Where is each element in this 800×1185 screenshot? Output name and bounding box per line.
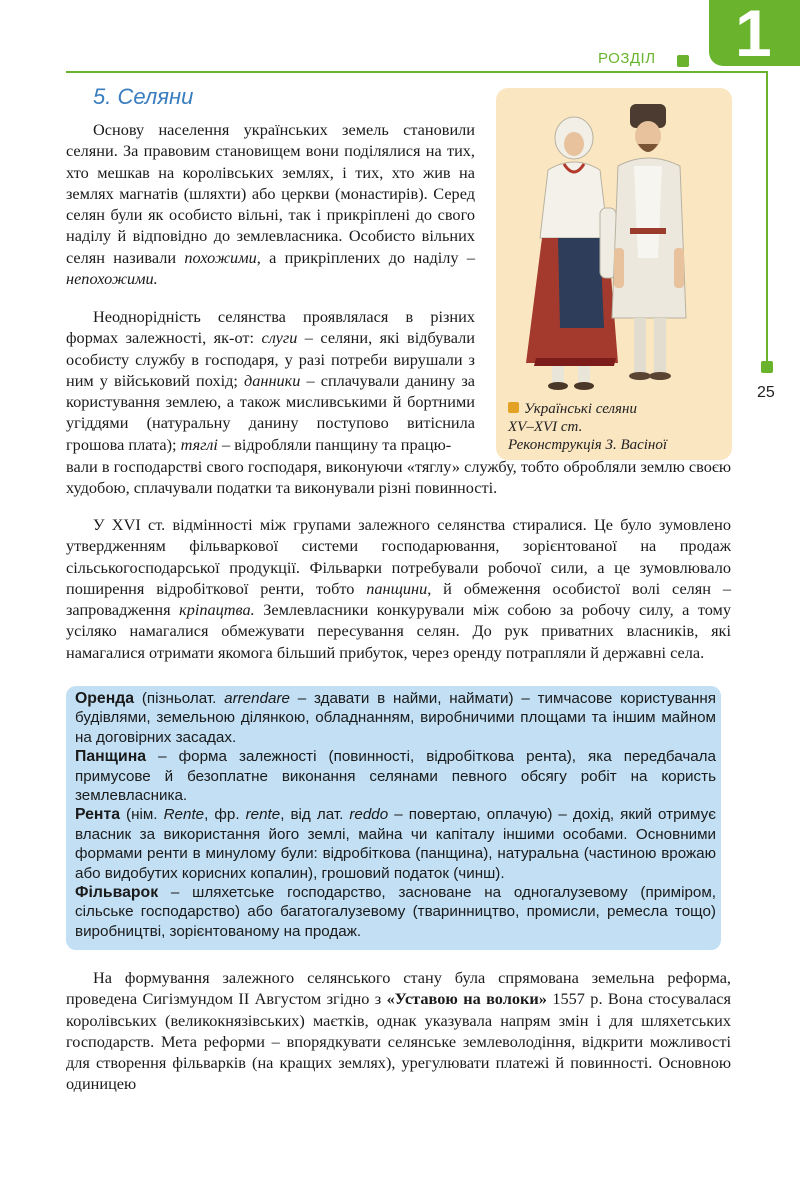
caption-bullet-icon bbox=[508, 402, 519, 413]
header-rule bbox=[66, 71, 766, 73]
section-title: 5. Селяни bbox=[93, 84, 194, 109]
paragraph-2: Неоднорідність селянства проявлялася в різних формах залежності, як-от: слуги – селяни, які відбували особисту службу в господаря, у разі потреби вирушали з ним у військовий похід; данники – сплачували данину за користування землею, а також мисливськими й бортними угіддями (натуральну данину поступово витіснила грошова плата); тяглі – відробляли панщину та працю- bbox=[66, 307, 475, 454]
paragraph-2-continued: вали в господарстві свого господаря, виконуючи «тяглу» службу, тобто обробляли землю своєю худобою, сплачували податки та виконували різні повинності. bbox=[66, 457, 731, 498]
term-slugy: слуги bbox=[261, 328, 298, 348]
paragraph-3: У XVI ст. відмінності між групами залежного селянства стиралися. Це було зумовлено утвердженням фільваркової системи господарювання, зорієнтованої на продаж сільськогосподарської продукції. Фільварки потребували робочої сили, а це зумовлювало поширення відробіткової ренти, тобто панщини, й обмеження особистої волі селян – запровадження кріпацтва. Землевласники конкурували між собою за робочу силу, а тому усіляко намагалися обмежувати пересування селян. До рук приватних власників, які намагалися отримати якомога більший прибуток, через оренду потрапляли й державні села. bbox=[66, 515, 731, 662]
side-rule bbox=[766, 71, 768, 364]
chapter-number: 1 bbox=[735, 0, 772, 70]
definition-panshchyna: Панщина – форма залежності (повинності, відробіткова рента), яка передбачала примусове й безоплатне виконання селянами певного обсягу робіт на користь землевласника. bbox=[75, 748, 716, 805]
page-marker bbox=[761, 361, 773, 373]
section-label: РОЗДІЛ bbox=[598, 50, 656, 67]
term-ustava-na-voloky: «Уставою на волоки» bbox=[386, 989, 547, 1009]
definition-filvarok: Фільварок – шляхетське господарство, засноване на одногалузевому (приміром, сільське господарство) або багатогалузевому (тваринництво, промисли, ремесла тощо) виробництві, зорієнтованому на продаж. bbox=[75, 884, 716, 940]
term-nepohozhi: непохожими. bbox=[66, 269, 158, 289]
figure-caption bbox=[508, 400, 728, 454]
term-tiagli: тяглі bbox=[180, 434, 218, 454]
header-marker bbox=[677, 55, 689, 67]
term-kripatstvo: кріпацтва. bbox=[179, 600, 255, 620]
paragraph-1: Основу населення українських земель становили селяни. За правовим становищем вони поділялися на тих, хто мешкав на королівських землях, і тих, хто жив на землях магнатів (шляхти) або церкви (монастирів). Серед селян були як особисто вільні, так і прикріплені до свого наділу й відповідно до землевласника. Особисто вільних селян називали похожими, а прикріплених до наділу – непохожими. bbox=[66, 120, 476, 289]
term-panshchyna: панщини bbox=[366, 578, 428, 598]
caption-line-2: XV–XVI ст. bbox=[508, 419, 583, 435]
definition-renta: Рента (нім. Rente, фр. rente, від лат. reddo – повертаю, оплачую) – дохід, який отримує власник за використання його землі, майна чи капіталу іншими особами. Основними формами ренти в минулому були: відробіткова (панщина), натуральна (частиною врожаю або видобутих корисних копалин), грошовий податок (чинш). bbox=[75, 806, 716, 882]
page-number: 25 bbox=[757, 384, 775, 401]
definition-orenda: Оренда (пізньолат. arrendare – здавати в найми, наймати) – тимчасове користування будівлями, земельною ділянкою, обладнанням, виробничими площами та іншим майном на договірних засадах. bbox=[75, 690, 716, 746]
term-pohozhi: похожими bbox=[184, 247, 257, 267]
caption-line-1: Українські селяни bbox=[508, 400, 728, 418]
paragraph-4: На формування залежного селянського стану була спрямована земельна реформа, проведена Сигізмундом ІІ Августом згідно з «Уставою на волоки» 1557 р. Вона стосувалася королівських (великокнязівських) маєтків, однак указувала напрям змін і для шляхетських господарств. Мета реформи – впорядкувати селянське землеволодіння, відкрити можливості для створення фільварків (на кращих землях), урегулювати платежі й повинності. Основною одиницею bbox=[66, 968, 732, 1094]
definitions-box bbox=[66, 686, 721, 950]
caption-line-3: Реконструкція З. Васіної bbox=[508, 437, 668, 453]
term-dannyky: данники bbox=[244, 370, 301, 390]
